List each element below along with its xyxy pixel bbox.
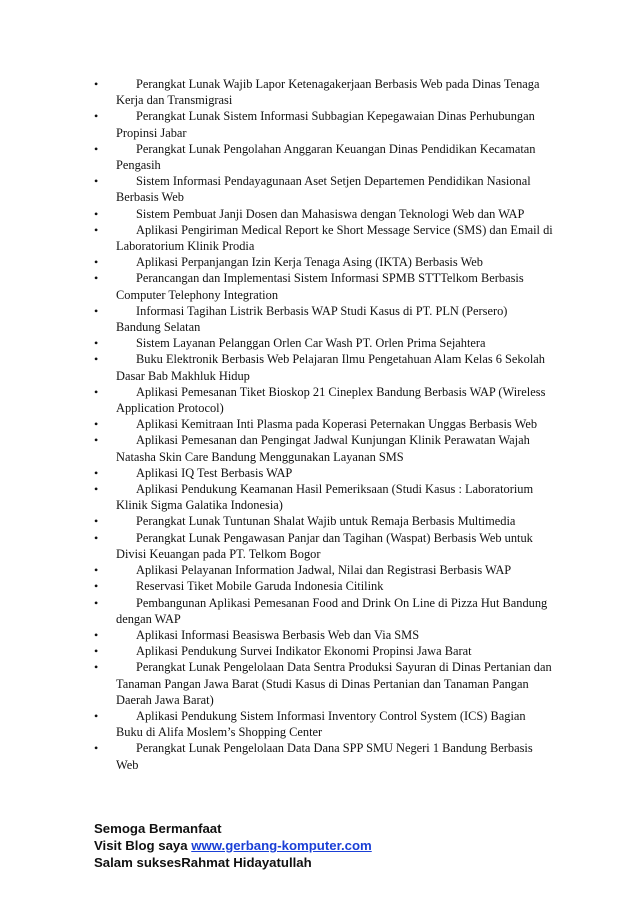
bullet-icon: •	[94, 384, 99, 399]
bullet-icon: •	[94, 336, 99, 351]
list-item-text: Perangkat Lunak Pengelolaan Data Dana SPP SMU Negeri 1 Bandung Berbasis Web	[116, 741, 533, 772]
bullet-icon: •	[94, 741, 99, 756]
list-item-text: Aplikasi IQ Test Berbasis WAP	[136, 465, 293, 480]
list-item-text: Reservasi Tiket Mobile Garuda Indonesia Citilink	[136, 579, 384, 594]
list-item-text: Perangkat Lunak Pengolahan Anggaran Keuangan Dinas Pendidikan Kecamatan Pengasih	[116, 141, 536, 173]
bullet-icon: •	[94, 255, 99, 270]
list-item-text: Perangkat Lunak Pengelolaan Data Sentra Produksi Sayuran di Dinas Pertanian dan Tanaman Pangan Jawa Barat (Studi Kasus di Dinas Pertanian dan Tanaman Pangan Daerah Jawa Barat)	[116, 660, 552, 707]
bullet-icon: •	[94, 109, 99, 124]
list-item	[94, 465, 554, 481]
list-item	[94, 270, 554, 302]
list-item-text: Perangkat Lunak Sistem Informasi Subbagian Kepegawaian Dinas Perhubungan Propinsi Jabar	[116, 109, 535, 140]
list-item	[94, 335, 554, 351]
bullet-icon: •	[94, 141, 99, 156]
list-item	[94, 481, 554, 513]
bullet-icon: •	[94, 595, 99, 610]
bullet-icon: •	[94, 174, 99, 189]
list-item	[94, 432, 554, 464]
list-item-text: Perangkat Lunak Pengawasan Panjar dan Tagihan (Waspat) Berbasis Web untuk Divisi Keuangan pada PT. Telkom Bogor	[116, 530, 533, 561]
list-item	[94, 108, 554, 140]
list-item	[94, 595, 554, 627]
list-item	[94, 740, 554, 772]
list-item	[94, 643, 554, 659]
list-item	[94, 76, 554, 108]
project-list	[94, 76, 554, 773]
list-item-text: Informasi Tagihan Listrik Berbasis WAP Studi Kasus di PT. PLN (Persero) Bandung Selatan	[116, 303, 508, 335]
list-item-text: Aplikasi Perpanjangan Izin Kerja Tenaga Asing (IKTA) Berbasis Web	[136, 255, 483, 270]
bullet-icon: •	[94, 563, 99, 578]
list-item	[94, 627, 554, 643]
bullet-icon: •	[94, 465, 99, 480]
list-item-text: Aplikasi Pemesanan Tiket Bioskop 21 Cineplex Bandung Berbasis WAP (Wireless Application Protocol)	[116, 384, 546, 416]
bullet-icon: •	[94, 77, 99, 91]
list-item	[94, 222, 554, 254]
list-item	[94, 708, 554, 740]
bullet-icon: •	[94, 644, 99, 659]
closing-line: Semoga Bermanfaat	[94, 821, 222, 836]
list-item-text: Buku Elektronik Berbasis Web Pelajaran Ilmu Pengetahuan Alam Kelas 6 Sekolah Dasar Bab Makhluk Hidup	[116, 352, 545, 383]
list-item-text: Aplikasi Pendukung Survei Indikator Ekonomi Propinsi Jawa Barat	[136, 644, 472, 659]
blog-line-prefix: Visit Blog saya	[94, 838, 192, 853]
bullet-icon: •	[94, 482, 99, 497]
list-item	[94, 578, 554, 594]
list-item	[94, 303, 554, 335]
bullet-icon: •	[94, 660, 99, 675]
list-item	[94, 141, 554, 173]
list-item	[94, 513, 554, 529]
list-item-text: Perangkat Lunak Wajib Lapor Ketenagakerjaan Berbasis Web pada Dinas Tenaga Kerja dan Transmigrasi	[116, 77, 540, 108]
bullet-icon: •	[94, 222, 99, 237]
list-item	[94, 384, 554, 416]
list-item-text: Sistem Informasi Pendayagunaan Aset Setjen Departemen Pendidikan Nasional Berbasis Web	[116, 174, 531, 205]
signature-line: Salam suksesRahmat Hidayatullah	[94, 855, 312, 870]
list-item	[94, 254, 554, 270]
bullet-icon: •	[94, 627, 99, 642]
list-item-text: Perangkat Lunak Tuntunan Shalat Wajib untuk Remaja Berbasis Multimedia	[136, 514, 516, 529]
list-item	[94, 659, 554, 708]
list-item-text: Aplikasi Pendukung Keamanan Hasil Pemeriksaan (Studi Kasus : Laboratorium Klinik Sigma Galatika Indonesia)	[116, 482, 534, 513]
list-item-text: Aplikasi Kemitraan Inti Plasma pada Koperasi Peternakan Unggas Berbasis Web	[136, 417, 538, 432]
footer	[94, 820, 554, 871]
blog-line	[94, 837, 554, 854]
list-item-text: Sistem Layanan Pelanggan Orlen Car Wash PT. Orlen Prima Sejahtera	[136, 336, 486, 351]
list-item	[94, 206, 554, 222]
list-item	[94, 416, 554, 432]
list-item	[94, 351, 554, 383]
bullet-icon: •	[94, 530, 99, 545]
bullet-icon: •	[94, 352, 99, 367]
bullet-icon: •	[94, 271, 99, 286]
blog-link[interactable]: www.gerbang-komputer.com	[191, 838, 372, 853]
list-item-text: Perancangan dan Implementasi Sistem Informasi SPMB STTTelkom Berbasis Computer Telephony Integration	[116, 271, 524, 302]
list-item-text: Aplikasi Pemesanan dan Pengingat Jadwal Kunjungan Klinik Perawatan Wajah Natasha Skin Care Bandung Menggunakan Layanan SMS	[116, 433, 530, 464]
bullet-icon: •	[94, 514, 99, 529]
list-item	[94, 530, 554, 562]
list-item	[94, 173, 554, 205]
list-item-text: Aplikasi Pengiriman Medical Report ke Short Message Service (SMS) dan Email di Laboratorium Klinik Prodia	[116, 222, 553, 254]
list-item-text: Aplikasi Pendukung Sistem Informasi Inventory Control System (ICS) Bagian Buku di Alifa Moslem’s Shopping Center	[116, 708, 526, 740]
list-item-text: Aplikasi Pelayanan Information Jadwal, Nilai dan Registrasi Berbasis WAP	[136, 563, 512, 578]
bullet-icon: •	[94, 579, 99, 594]
list-item-text: Aplikasi Informasi Beasiswa Berbasis Web dan Via SMS	[136, 627, 420, 642]
bullet-icon: •	[94, 206, 99, 221]
list-item	[94, 562, 554, 578]
bullet-icon: •	[94, 708, 99, 723]
list-item-text: Pembangunan Aplikasi Pemesanan Food and Drink On Line di Pizza Hut Bandung dengan WAP	[116, 595, 548, 626]
list-item-text: Sistem Pembuat Janji Dosen dan Mahasiswa dengan Teknologi Web dan WAP	[136, 206, 525, 221]
bullet-icon: •	[94, 417, 99, 432]
bullet-icon: •	[94, 433, 99, 448]
bullet-icon: •	[94, 303, 99, 318]
